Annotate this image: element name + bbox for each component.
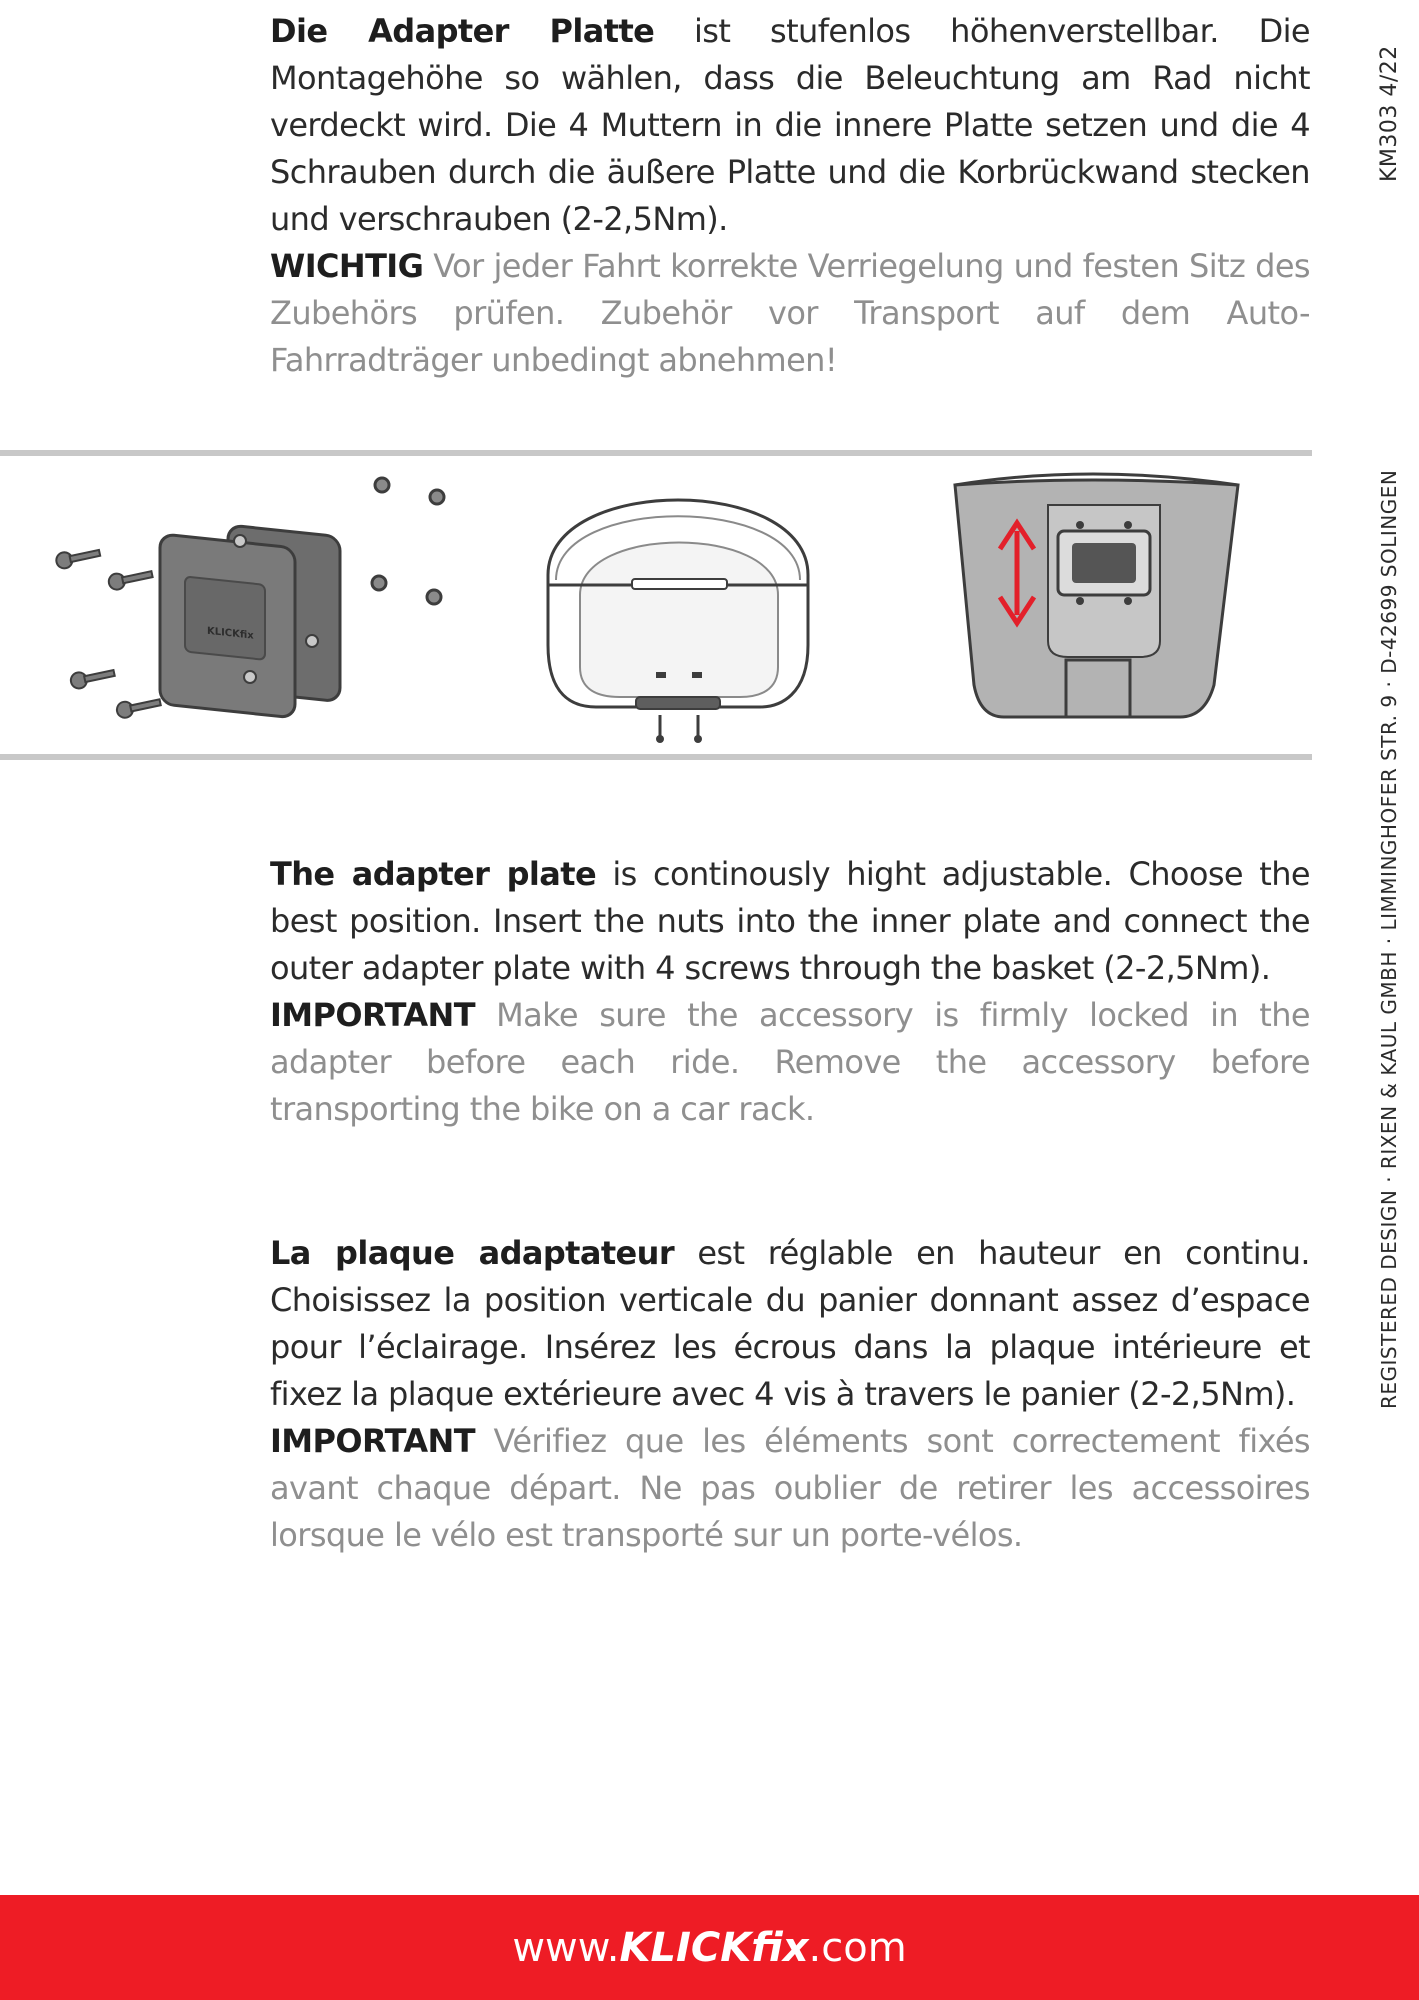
footer-url-prefix: www. [512,1924,620,1971]
nuts-drawing [372,478,444,604]
english-lead: The adapter plate [270,855,597,893]
adapter-plates-drawing [160,525,340,718]
german-instructions [270,8,1310,384]
footer-url[interactable] [512,1925,906,1971]
french-instructions [270,1230,1310,1559]
vertical-sidebar [1365,14,1405,1414]
english-body: is continously hight adjustable. Choose the best position. Insert the nuts into the inner plate and connect the outer adapter plate with 4 screws through the basket (2-2,5Nm). [270,855,1310,987]
basket-back-drawing [955,474,1238,717]
footer-bar [0,1895,1419,2000]
french-body: est réglable en hauteur en continu. Choisissez la position verticale du panier donnant assez d’espace pour l’éclairage. Insérez les écrous dans la plaque intérieure et fixez la plaque extérieure avec 4 vis à travers le panier (2-2,5Nm). [270,1234,1310,1413]
english-warning [270,992,1310,1133]
german-body: ist stufenlos höhenverstellbar. Die Montagehöhe so wählen, dass die Beleuchtung am Rad nicht verdeckt wird. Die 4 Muttern in die innere Platte setzen und die 4 Schrauben durch die äußere Platte und die Korbrückwand stecken und verschrauben (2-2,5Nm). [270,12,1311,238]
assembly-illustration [0,445,1312,765]
french-warning [270,1418,1310,1559]
german-warning-label: WICHTIG [270,247,424,285]
french-warning-label: IMPORTANT [270,1422,475,1460]
german-lead: Die Adapter Platte [270,12,655,50]
german-warning [270,243,1310,384]
footer-url-suffix: .com [808,1924,907,1971]
english-warning-label: IMPORTANT [270,996,475,1034]
basket-front-drawing [548,500,808,743]
company-address: REGISTERED DESIGN · RIXEN & KAUL GMBH · LIMMINGHOFER STR. 9 · D-42699 SOLINGEN [1377,469,1401,1409]
plate-logo: KLICKfix [207,625,254,642]
page-reference: KM303 4/22 [1377,45,1402,182]
english-instructions [270,851,1310,1133]
footer-brand: KLICKfix [619,1924,809,1971]
french-lead: La plaque adaptateur [270,1234,675,1272]
german-warning-text: Vor jeder Fahrt korrekte Verriegelung und festen Sitz des Zubehörs prüfen. Zubehör vor Transport auf dem Auto-Fahrradträger unbedingt abnehmen! [270,247,1310,379]
english-warning-text: Make sure the accessory is firmly locked in the adapter before each ride. Remove the accessory before transporting the bike on a car rack. [270,996,1310,1128]
screws-drawing [55,545,162,719]
french-warning-text: Vérifiez que les éléments sont correctement fixés avant chaque départ. Ne pas oublier de retirer les accessoires lorsque le vélo est transporté sur un porte-vélos. [270,1422,1310,1554]
